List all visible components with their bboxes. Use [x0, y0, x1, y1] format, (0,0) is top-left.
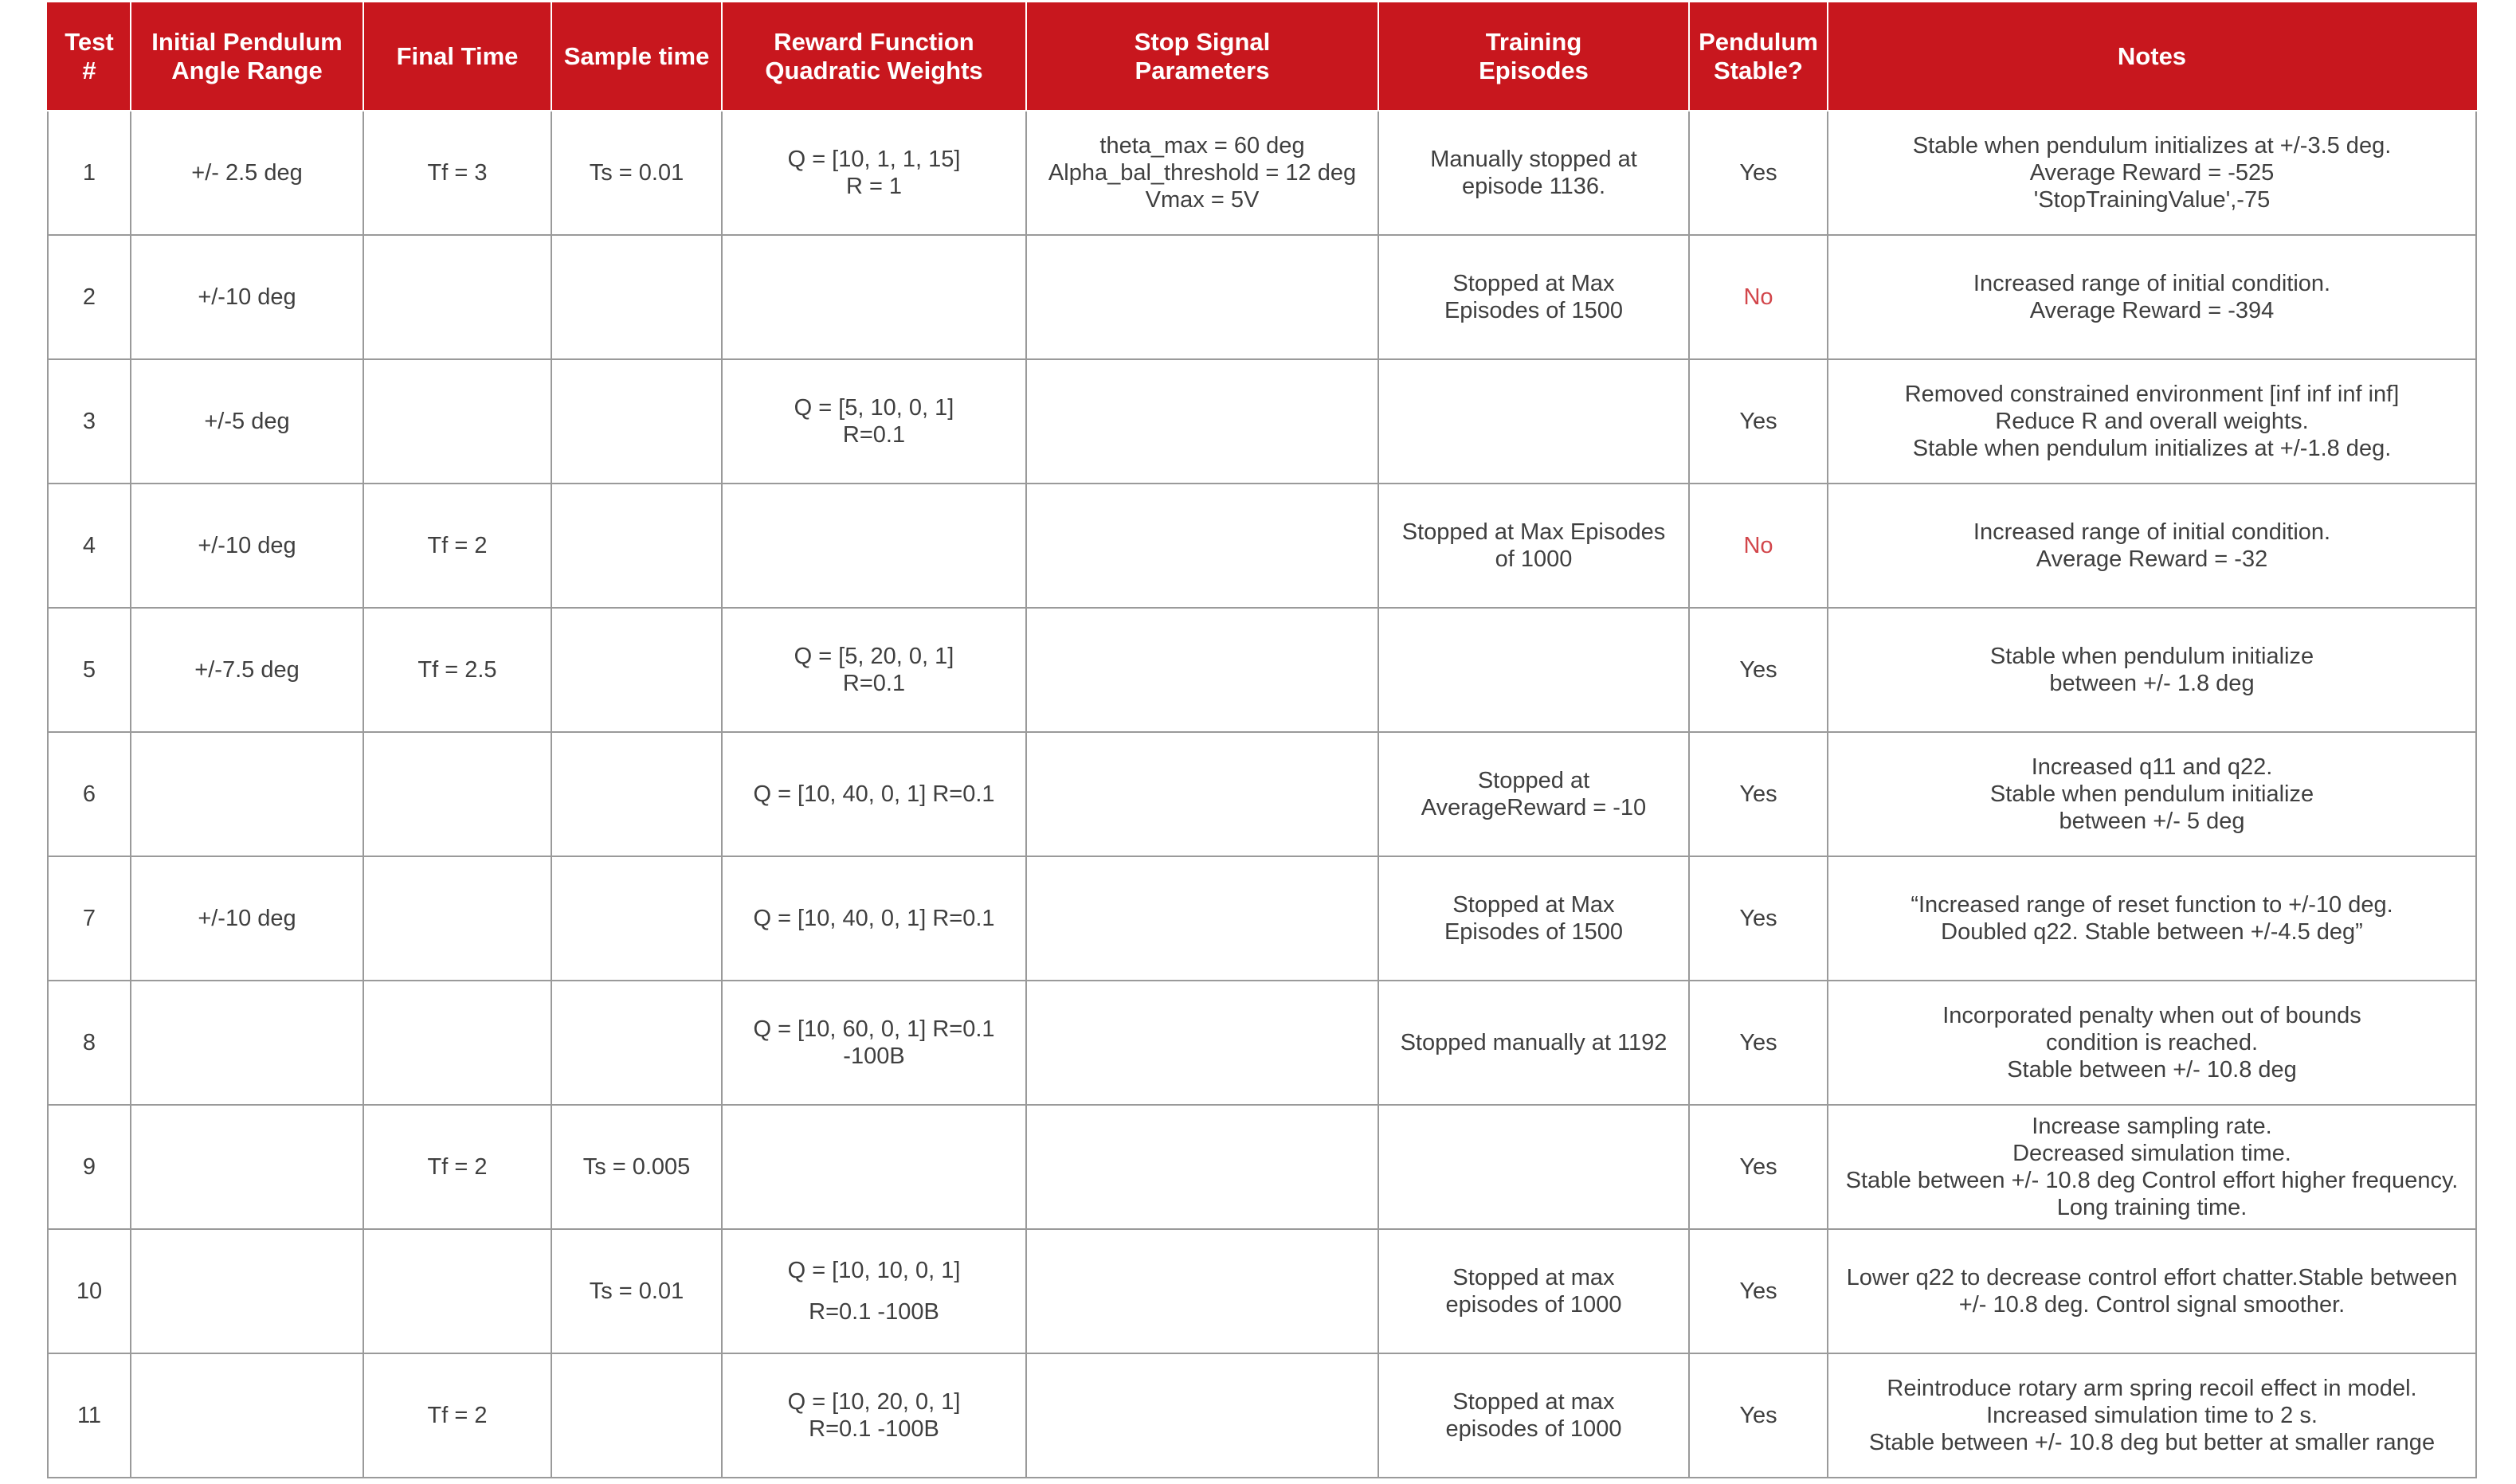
notes-cell-line: Increased range of initial condition. — [1973, 271, 2331, 296]
notes-cell-line: Lower q22 to decrease control effort chatter.Stable between — [1846, 1265, 2458, 1290]
notes-cell-line: Increased q11 and q22. — [2031, 754, 2273, 780]
angle-range-cell: +/-7.5 deg — [131, 608, 363, 732]
test-number-cell: 8 — [48, 981, 131, 1105]
test-number-cell: 3 — [48, 359, 131, 484]
pendulum-stable-cell: Yes — [1689, 1229, 1828, 1353]
header-reward-weights-line: Reward Function — [774, 27, 974, 56]
reward-weights-cell — [722, 235, 1026, 359]
reward-weights-cell-line — [731, 1284, 1017, 1298]
test-number-cell: 4 — [48, 484, 131, 608]
sample-time-cell: Ts = 0.01 — [551, 1229, 722, 1353]
sample-time-cell — [551, 484, 722, 608]
header-training-episodes — [1378, 2, 1689, 111]
table-row — [48, 856, 2476, 981]
final-time-cell: Tf = 2 — [363, 484, 551, 608]
table-row — [48, 732, 2476, 856]
header-reward-weights — [722, 2, 1026, 111]
test-number-cell: 9 — [48, 1105, 131, 1229]
results-table-container — [47, 2, 2475, 1478]
notes-cell-line: Long training time. — [2056, 1195, 2248, 1220]
stop-signal-cell — [1026, 111, 1378, 235]
training-episodes-cell — [1378, 732, 1689, 856]
sample-time-cell — [551, 235, 722, 359]
sample-time-cell — [551, 856, 722, 981]
reward-weights-cell-line: Q = [10, 60, 0, 1] R=0.1 — [753, 1016, 995, 1042]
test-number-cell: 10 — [48, 1229, 131, 1353]
table-row — [48, 484, 2476, 608]
notes-cell-line: Reintroduce rotary arm spring recoil effect in model. — [1887, 1376, 2417, 1401]
stop-signal-cell — [1026, 359, 1378, 484]
notes-cell — [1828, 981, 2476, 1105]
notes-cell-line: Average Reward = -525 — [2029, 160, 2275, 186]
training-episodes-cell — [1378, 981, 1689, 1105]
header-reward-weights-line: Quadratic Weights — [765, 56, 983, 84]
training-results-table — [47, 2, 2477, 1478]
header-initial-angle-range — [131, 2, 363, 111]
sample-time-cell: Ts = 0.005 — [551, 1105, 722, 1229]
reward-weights-cell-line: -100B — [843, 1043, 905, 1069]
sample-time-cell — [551, 981, 722, 1105]
notes-cell — [1828, 608, 2476, 732]
training-episodes-cell-line: Manually stopped at — [1430, 147, 1637, 172]
training-episodes-cell-line: episode 1136. — [1461, 174, 1606, 199]
notes-cell-line: Reduce R and overall weights. — [1995, 409, 2309, 434]
header-test-number — [48, 2, 131, 111]
reward-weights-cell-line: Q = [10, 20, 0, 1] — [787, 1389, 961, 1415]
table-row — [48, 1229, 2476, 1353]
header-stop-signal-line: Parameters — [1135, 56, 1270, 84]
reward-weights-cell-line: R=0.1 -100B — [809, 1299, 939, 1325]
notes-cell-line: Average Reward = -32 — [2036, 546, 2268, 572]
header-initial-angle-range-line: Angle Range — [171, 56, 323, 84]
training-episodes-cell — [1378, 359, 1689, 484]
notes-cell — [1828, 111, 2476, 235]
sample-time-cell — [551, 732, 722, 856]
header-pendulum-stable-line: Pendulum — [1699, 27, 1818, 56]
reward-weights-cell-line: Q = [5, 20, 0, 1] — [794, 644, 954, 669]
training-episodes-cell — [1378, 1229, 1689, 1353]
notes-cell — [1828, 1105, 2476, 1229]
notes-cell-line: Increased simulation time to 2 s. — [1986, 1403, 2318, 1428]
angle-range-cell: +/-10 deg — [131, 484, 363, 608]
header-notes-line: Notes — [2117, 41, 2187, 70]
reward-weights-cell — [722, 856, 1026, 981]
training-episodes-cell-line: Stopped at Max Episodes — [1401, 519, 1666, 545]
pendulum-stable-cell: Yes — [1689, 359, 1828, 484]
stop-signal-cell-line: theta_max = 60 deg — [1099, 133, 1305, 159]
training-episodes-cell — [1378, 1353, 1689, 1478]
header-pendulum-stable — [1689, 2, 1828, 111]
notes-cell-line: “Increased range of reset function to +/-10 deg. — [1911, 892, 2393, 918]
test-number-cell: 6 — [48, 732, 131, 856]
reward-weights-cell-line: R=0.1 — [842, 422, 906, 448]
reward-weights-cell — [722, 732, 1026, 856]
stop-signal-cell — [1026, 608, 1378, 732]
final-time-cell: Tf = 2 — [363, 1353, 551, 1478]
table-header-row — [48, 2, 2476, 111]
test-number-cell: 1 — [48, 111, 131, 235]
pendulum-stable-cell: Yes — [1689, 1105, 1828, 1229]
reward-weights-cell-line: Q = [10, 40, 0, 1] R=0.1 — [753, 906, 995, 931]
angle-range-cell — [131, 1353, 363, 1478]
notes-cell-line: Increased range of initial condition. — [1973, 519, 2331, 545]
angle-range-cell: +/- 2.5 deg — [131, 111, 363, 235]
reward-weights-cell — [722, 111, 1026, 235]
reward-weights-cell-line: R=0.1 -100B — [809, 1416, 939, 1442]
sample-time-cell — [551, 608, 722, 732]
notes-cell-line: Decreased simulation time. — [2012, 1141, 2291, 1166]
notes-cell-line: Stable when pendulum initialize — [1989, 644, 2314, 669]
header-training-episodes-line: Episodes — [1479, 56, 1589, 84]
pendulum-stable-cell: Yes — [1689, 608, 1828, 732]
table-row — [48, 111, 2476, 235]
notes-cell-line: between +/- 5 deg — [2059, 809, 2245, 834]
header-final-time — [363, 2, 551, 111]
final-time-cell — [363, 235, 551, 359]
stop-signal-cell — [1026, 235, 1378, 359]
notes-cell — [1828, 1229, 2476, 1353]
notes-cell-line: Stable between +/- 10.8 deg — [2007, 1057, 2297, 1083]
notes-cell-line: Incorporated penalty when out of bounds — [1942, 1003, 2361, 1028]
training-episodes-cell-line: Stopped at Max — [1452, 271, 1615, 296]
angle-range-cell — [131, 981, 363, 1105]
notes-cell-line: condition is reached. — [2046, 1030, 2258, 1055]
notes-cell-line: Stable when pendulum initializes at +/-1.8 deg. — [1912, 436, 2392, 461]
stop-signal-cell-line: Vmax = 5V — [1145, 187, 1260, 213]
training-episodes-cell-line: Episodes of 1500 — [1444, 298, 1624, 323]
final-time-cell — [363, 856, 551, 981]
table-row — [48, 359, 2476, 484]
training-episodes-cell — [1378, 484, 1689, 608]
reward-weights-cell — [722, 1353, 1026, 1478]
notes-cell-line: Doubled q22. Stable between +/-4.5 deg” — [1941, 919, 2363, 945]
table-body — [48, 111, 2476, 1478]
reward-weights-cell-line: R = 1 — [845, 174, 903, 199]
stop-signal-cell — [1026, 732, 1378, 856]
final-time-cell: Tf = 2.5 — [363, 608, 551, 732]
training-episodes-cell-line: Stopped manually at 1192 — [1400, 1030, 1668, 1055]
reward-weights-cell-line: Q = [10, 40, 0, 1] R=0.1 — [753, 781, 995, 807]
sample-time-cell: Ts = 0.01 — [551, 111, 722, 235]
reward-weights-cell — [722, 981, 1026, 1105]
notes-cell-line: +/- 10.8 deg. Control signal smoother. — [1958, 1292, 2346, 1318]
table-row — [48, 608, 2476, 732]
reward-weights-cell-line: Q = [10, 1, 1, 15] — [787, 147, 961, 172]
test-number-cell: 5 — [48, 608, 131, 732]
table-row — [48, 235, 2476, 359]
training-episodes-cell-line: Episodes of 1500 — [1444, 919, 1624, 945]
reward-weights-cell-line: Q = [10, 10, 0, 1] — [787, 1258, 961, 1283]
header-notes — [1828, 2, 2476, 111]
reward-weights-cell — [722, 484, 1026, 608]
pendulum-stable-cell: Yes — [1689, 981, 1828, 1105]
training-episodes-cell — [1378, 856, 1689, 981]
header-pendulum-stable-line: Stable? — [1714, 56, 1803, 84]
notes-cell-line: Stable when pendulum initializes at +/-3.5 deg. — [1912, 133, 2392, 159]
pendulum-stable-cell: Yes — [1689, 856, 1828, 981]
sample-time-cell — [551, 359, 722, 484]
reward-weights-cell — [722, 1229, 1026, 1353]
stop-signal-cell — [1026, 1353, 1378, 1478]
stop-signal-cell — [1026, 981, 1378, 1105]
training-episodes-cell-line: episodes of 1000 — [1445, 1292, 1622, 1318]
sample-time-cell — [551, 1353, 722, 1478]
notes-cell — [1828, 484, 2476, 608]
training-episodes-cell — [1378, 235, 1689, 359]
header-sample-time-line: Sample time — [563, 41, 710, 70]
stop-signal-cell — [1026, 484, 1378, 608]
reward-weights-cell — [722, 608, 1026, 732]
training-episodes-cell-line: Stopped at — [1477, 768, 1590, 793]
angle-range-cell: +/-5 deg — [131, 359, 363, 484]
training-episodes-cell-line: Stopped at max — [1452, 1389, 1615, 1415]
reward-weights-cell — [722, 1105, 1026, 1229]
notes-cell-line: between +/- 1.8 deg — [2049, 671, 2255, 696]
notes-cell — [1828, 359, 2476, 484]
training-episodes-cell-line: AverageReward = -10 — [1421, 795, 1647, 820]
notes-cell-line: Removed constrained environment [inf inf inf inf] — [1904, 382, 2400, 407]
final-time-cell — [363, 359, 551, 484]
pendulum-stable-cell: Yes — [1689, 1353, 1828, 1478]
notes-cell — [1828, 856, 2476, 981]
stop-signal-cell — [1026, 1229, 1378, 1353]
training-episodes-cell-line: Stopped at max — [1452, 1265, 1615, 1290]
training-episodes-cell — [1378, 608, 1689, 732]
test-number-cell: 7 — [48, 856, 131, 981]
table-row — [48, 1353, 2476, 1478]
test-number-cell: 11 — [48, 1353, 131, 1478]
header-test-number-line: Test # — [65, 27, 114, 84]
test-number-cell: 2 — [48, 235, 131, 359]
training-episodes-cell — [1378, 111, 1689, 235]
header-stop-signal — [1026, 2, 1378, 111]
final-time-cell — [363, 981, 551, 1105]
reward-weights-cell — [722, 359, 1026, 484]
final-time-cell — [363, 1229, 551, 1353]
pendulum-stable-cell: No — [1689, 235, 1828, 359]
stop-signal-cell — [1026, 1105, 1378, 1229]
reward-weights-cell-line: Q = [5, 10, 0, 1] — [794, 395, 954, 421]
notes-cell-line: 'StopTrainingValue',-75 — [2033, 187, 2271, 213]
pendulum-stable-cell: Yes — [1689, 732, 1828, 856]
training-episodes-cell-line: Stopped at Max — [1452, 892, 1615, 918]
table-row — [48, 1105, 2476, 1229]
notes-cell-line: Stable between +/- 10.8 deg but better at smaller range — [1868, 1430, 2436, 1455]
angle-range-cell — [131, 1229, 363, 1353]
final-time-cell: Tf = 3 — [363, 111, 551, 235]
notes-cell — [1828, 1353, 2476, 1478]
final-time-cell: Tf = 2 — [363, 1105, 551, 1229]
header-stop-signal-line: Stop Signal — [1134, 27, 1271, 56]
notes-cell — [1828, 732, 2476, 856]
reward-weights-cell-line: R=0.1 — [842, 671, 906, 696]
angle-range-cell — [131, 1105, 363, 1229]
notes-cell-line: Increase sampling rate. — [2032, 1114, 2272, 1139]
training-episodes-cell — [1378, 1105, 1689, 1229]
header-initial-angle-range-line: Initial Pendulum — [151, 27, 343, 56]
angle-range-cell: +/-10 deg — [131, 235, 363, 359]
notes-cell-line: Average Reward = -394 — [2029, 298, 2275, 323]
angle-range-cell — [131, 732, 363, 856]
table-row — [48, 981, 2476, 1105]
header-final-time-line: Final Time — [396, 41, 519, 70]
stop-signal-cell-line: Alpha_bal_threshold = 12 deg — [1048, 160, 1357, 186]
pendulum-stable-cell: Yes — [1689, 111, 1828, 235]
training-episodes-cell-line: episodes of 1000 — [1445, 1416, 1622, 1442]
final-time-cell — [363, 732, 551, 856]
pendulum-stable-cell: No — [1689, 484, 1828, 608]
header-sample-time — [551, 2, 722, 111]
notes-cell-line: Stable between +/- 10.8 deg Control effort higher frequency. — [1845, 1168, 2459, 1193]
training-episodes-cell-line: of 1000 — [1495, 546, 1573, 572]
angle-range-cell: +/-10 deg — [131, 856, 363, 981]
notes-cell-line: Stable when pendulum initialize — [1989, 781, 2314, 807]
notes-cell — [1828, 235, 2476, 359]
stop-signal-cell — [1026, 856, 1378, 981]
header-training-episodes-line: Training — [1485, 27, 1582, 56]
